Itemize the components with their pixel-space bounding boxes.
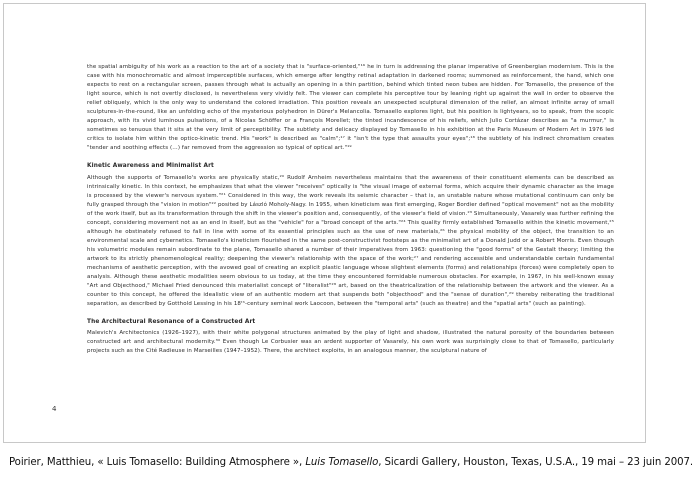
section-heading: The Architectural Resonance of a Constructed Art [87, 319, 256, 326]
citation-title: Luis Tomasello [305, 457, 379, 468]
document-page [3, 3, 646, 443]
article-body [87, 63, 614, 356]
body-paragraph: Although the supports of Tomasello's works are physically static,²⁰ Rudolf Arnheim nevertheless maintains that the awareness of their constituent elements can be described as intrinsically kinetic. In this context, he emphasizes that what the viewer "receives" optically is "the visual image of external forms, which acquire their dynamic character as the image is processed by the viewer's nervous system."²¹ Considered in this way, the work reveals its seismic character – that is, an unstable nature whose mutational continuum can only be fully grasped through the "vision in motion"²² posited by László Moholy-Nagy. In 1955, when kineticism was first emerging, Roger Bordier defined "optical movement" not as the mobility of the work itself, but as its transformation through the shift in the viewer's position and, consequently, of the viewer's field of vision.²³ Simultaneously, Vasarely was further refining the concept, considering movement not as an end in itself, but as the "vehicle" for a "broad concept of the arts."²⁴ This quality firmly established Tomasello within the kinetic movement,²⁵ although he obstinately refused to fall in line with some of its essential principles such as the use of new materials,²⁶ the physical mobility of the object, the transition to an environmental scale and cybernetics. Tomasello's kineticism flourished in the same post-constructivist footsteps as the minimalist art of a Donald Judd or a Robert Morris. Even though his volumetric modules remain subordinate to the plane, Tomasello shared a number of their imperatives from 1963: questioning the "good forms" of the Gestalt theory; limiting the artwork to its strictly phenomenological reality; deepening the viewer's relationship with the space of the work;²⁷ and rendering accessible and understandable certain fundamental mechanisms of aesthetic perception, with the avowed goal of creating an explicit plastic language whose slightest elements (forms) and relationships (forces) were completely open to analysis. Although these aesthetic modalities seem obvious to us today, at the time they encountered formidable numerous obstacles. For example, in 1967, in his well-known essay "Art and Objecthood," Michael Fried denounced this materialist concept of "literalist"²⁸ art, based on the theatricalization of the relationship between the artwork and the viewer. As a counter to this concept, he offered the idealistic view of an authentic modern art that suspends both "objecthood" and the "sense of duration",²⁹ thereby reiterating the traditional separation, as described by Gotthold Lessing in his 18ᵗʰ-century seminal work Laocoon, between the "temporal arts" (such as theatre) and the "spatial arts" (such as painting). [87, 174, 614, 308]
section-heading: Kinetic Awareness and Minimalist Art [87, 163, 214, 170]
citation-text: Poirier, Matthieu, « Luis Tomasello: Building Atmosphere », [9, 457, 306, 468]
body-paragraph: the spatial ambiguity of his work as a reaction to the art of a society that is "surface-oriented,"¹⁶ he in turn is addressing the planar imperative of Greenbergian modernism. This is the case with his monochromatic and almost imperceptible surfaces, which emerge after lengthy retinal adaptation in darkened rooms; summoned as reinforcement, the hand, which one expects to rest on a rectangular screen, passes through what is actually an opening in a thin partition, behind which tinted neon tubes are hidden. For Tomasello, the presence of the light source, which is not overtly disclosed, is nevertheless very vividly felt. The viewer can complete his perceptive tour by leaning right up against the wall in order to observe the relief obliquely, which is the only way to understand the colored irradiation. This position reveals an unexpected sculptural dimension of the relief, an almost infinite array of small sculptures-in-the-round, like an unfolding echo of the mysterious polyhedron in Dürer's Melancolia. Tomasello explores light, but his position is lightyears, so to speak, from the scopic approach, with its vivid luminous pulsations, of a Nicolas Schöffer or a François Morellet; the tinted incandescence of his reliefs, which Julio Cortázar describes as "a murmur," is sometimes so tenuous that it sits at the very limit of perceptibility. The subtlety and delicacy displayed by Tomasello in his exhibition at the Paris Museum of Modern Art in 1976 led critics to isolate him within the optico-kinetic trend. His "work" is described as "calm";¹⁷ it "isn't the type that assaults your eyes";¹⁸ the subtlety of his indirect chromatism creates "tender and soothing effects (…) far removed from the aggression so typical of optical art."¹⁹ [87, 64, 614, 152]
citation-details: , Sicardi Gallery, Houston, Texas, U.S.A., 19 mai – 23 juin 2007. [378, 457, 693, 468]
body-paragraph: Malevich's Architectonics (1926–1927), with their white polygonal structures animated by the play of light and shadow, illustrated the natural porosity of the boundaries between constructed art and architectural modernity.³⁰ Even though Le Corbusier was an ardent supporter of Vasarely, his own work was surprisingly close to that of Tomasello, particularly projects such as the Cité Radieuse in Marseilles (1947–1952). There, the architect exploits, in an analogous manner, the sculptural nature of [87, 330, 614, 355]
page-number: 4 [52, 405, 57, 413]
citation-caption [9, 457, 693, 468]
